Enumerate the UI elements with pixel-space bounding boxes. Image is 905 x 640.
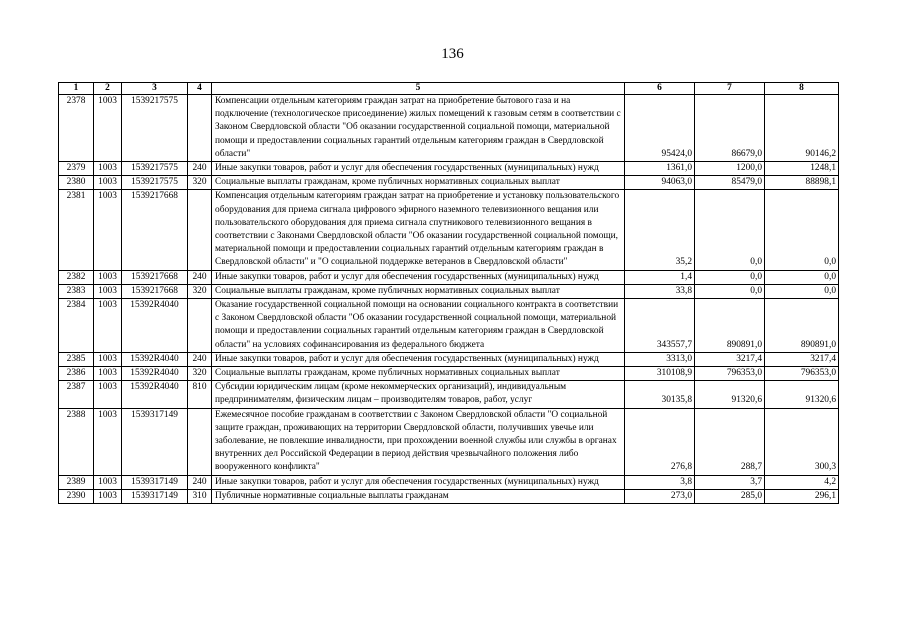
header-cell: 4 bbox=[188, 83, 212, 95]
expense-type-cell: 810 bbox=[188, 381, 212, 408]
amount-col6-cell: 310108,9 bbox=[625, 367, 695, 381]
table-row bbox=[59, 352, 839, 366]
table-row bbox=[59, 408, 839, 475]
row-number-cell: 2384 bbox=[59, 299, 94, 353]
table-row bbox=[59, 284, 839, 298]
amount-col6-cell: 273,0 bbox=[625, 489, 695, 503]
section-code-cell: 1003 bbox=[94, 489, 122, 503]
target-code-cell: 15392R4040 bbox=[122, 367, 188, 381]
amount-col8-cell: 3217,4 bbox=[765, 352, 839, 366]
expense-type-cell: 320 bbox=[188, 284, 212, 298]
table-row bbox=[59, 367, 839, 381]
table-row bbox=[59, 270, 839, 284]
amount-col8-cell: 890891,0 bbox=[765, 299, 839, 353]
section-code-cell: 1003 bbox=[94, 352, 122, 366]
description-cell: Социальные выплаты гражданам, кроме публичных нормативных социальных выплат bbox=[212, 284, 625, 298]
amount-col8-cell: 91320,6 bbox=[765, 381, 839, 408]
section-code-cell: 1003 bbox=[94, 381, 122, 408]
amount-col6-cell: 35,2 bbox=[625, 190, 695, 270]
target-code-cell: 1539217575 bbox=[122, 162, 188, 176]
section-code-cell: 1003 bbox=[94, 190, 122, 270]
header-cell: 3 bbox=[122, 83, 188, 95]
amount-col6-cell: 3,8 bbox=[625, 475, 695, 489]
target-code-cell: 1539217668 bbox=[122, 190, 188, 270]
amount-col6-cell: 33,8 bbox=[625, 284, 695, 298]
amount-col7-cell: 890891,0 bbox=[695, 299, 765, 353]
row-number-cell: 2387 bbox=[59, 381, 94, 408]
amount-col7-cell: 0,0 bbox=[695, 284, 765, 298]
amount-col8-cell: 300,3 bbox=[765, 408, 839, 475]
amount-col6-cell: 1361,0 bbox=[625, 162, 695, 176]
expense-type-cell: 320 bbox=[188, 176, 212, 190]
description-cell: Оказание государственной социальной помощи на основании социального контракта в соответствии с Законом Свердловской области "Об оказании государственной социальной помощи, материальной помощи и предоставлении социальных гарантий отдельным категориям граждан в Свердловской области" на условиях софинансирования из федерального бюджета bbox=[212, 299, 625, 353]
amount-col7-cell: 0,0 bbox=[695, 270, 765, 284]
expense-type-cell: 240 bbox=[188, 352, 212, 366]
section-code-cell: 1003 bbox=[94, 408, 122, 475]
description-cell: Иные закупки товаров, работ и услуг для обеспечения государственных (муниципальных) нужд bbox=[212, 352, 625, 366]
table-row bbox=[59, 176, 839, 190]
budget-table bbox=[58, 82, 839, 504]
target-code-cell: 1539317149 bbox=[122, 408, 188, 475]
table-row bbox=[59, 162, 839, 176]
amount-col8-cell: 4,2 bbox=[765, 475, 839, 489]
expense-type-cell bbox=[188, 95, 212, 162]
header-cell: 7 bbox=[695, 83, 765, 95]
row-number-cell: 2381 bbox=[59, 190, 94, 270]
description-cell: Иные закупки товаров, работ и услуг для обеспечения государственных (муниципальных) нужд bbox=[212, 270, 625, 284]
header-cell: 1 bbox=[59, 83, 94, 95]
target-code-cell: 15392R4040 bbox=[122, 352, 188, 366]
table-row bbox=[59, 190, 839, 270]
amount-col6-cell: 343557,7 bbox=[625, 299, 695, 353]
amount-col8-cell: 1248,1 bbox=[765, 162, 839, 176]
table-row bbox=[59, 475, 839, 489]
description-cell: Социальные выплаты гражданам, кроме публичных нормативных социальных выплат bbox=[212, 176, 625, 190]
amount-col6-cell: 30135,8 bbox=[625, 381, 695, 408]
row-number-cell: 2378 bbox=[59, 95, 94, 162]
amount-col7-cell: 288,7 bbox=[695, 408, 765, 475]
description-cell: Публичные нормативные социальные выплаты гражданам bbox=[212, 489, 625, 503]
section-code-cell: 1003 bbox=[94, 299, 122, 353]
description-cell: Компенсация отдельным категориям граждан затрат на приобретение и установку пользовательского оборудования для приема сигнала цифрового эфирного наземного телевизионного вещания или пользовательского оборудования для приема сигнала спутникового телевизионного вещания в соответствии с Законами Свердловской области "Об оказании государственной социальной помощи, материальной помощи и предоставлении социальных гарантий отдельным категориям граждан в Свердловской области" и "О социальной поддержке ветеранов в Свердловской области" bbox=[212, 190, 625, 270]
description-cell: Компенсации отдельным категориям граждан затрат на приобретение бытового газа и на подключение (технологическое присоединение) жилых помещений к газовым сетям в соответствии с Законом Свердловской области "Об оказании государственной социальной помощи, материальной помощи и предоставлении социальных гарантий отдельным категориям граждан в Свердловской области" bbox=[212, 95, 625, 162]
target-code-cell: 15392R4040 bbox=[122, 299, 188, 353]
amount-col8-cell: 796353,0 bbox=[765, 367, 839, 381]
amount-col8-cell: 296,1 bbox=[765, 489, 839, 503]
header-cell: 2 bbox=[94, 83, 122, 95]
row-number-cell: 2382 bbox=[59, 270, 94, 284]
expense-type-cell: 310 bbox=[188, 489, 212, 503]
amount-col8-cell: 90146,2 bbox=[765, 95, 839, 162]
expense-type-cell: 240 bbox=[188, 162, 212, 176]
target-code-cell: 1539217575 bbox=[122, 176, 188, 190]
table-body bbox=[59, 83, 839, 504]
expense-type-cell: 240 bbox=[188, 270, 212, 284]
table-row bbox=[59, 299, 839, 353]
section-code-cell: 1003 bbox=[94, 95, 122, 162]
expense-type-cell bbox=[188, 299, 212, 353]
amount-col7-cell: 3,7 bbox=[695, 475, 765, 489]
amount-col6-cell: 3313,0 bbox=[625, 352, 695, 366]
amount-col6-cell: 94063,0 bbox=[625, 176, 695, 190]
amount-col7-cell: 91320,6 bbox=[695, 381, 765, 408]
section-code-cell: 1003 bbox=[94, 176, 122, 190]
description-cell: Социальные выплаты гражданам, кроме публичных нормативных социальных выплат bbox=[212, 367, 625, 381]
page-number: 136 bbox=[441, 46, 464, 62]
header-cell: 8 bbox=[765, 83, 839, 95]
description-cell: Иные закупки товаров, работ и услуг для обеспечения государственных (муниципальных) нужд bbox=[212, 475, 625, 489]
amount-col8-cell: 0,0 bbox=[765, 190, 839, 270]
description-cell: Ежемесячное пособие гражданам в соответствии с Законом Свердловской области "О социальной защите граждан, проживающих на территории Свердловской области, получивших увечье или заболевание, не повлекшие инвалидности, при прохождении военной службы или службы в органах внутренних дел Российской Федерации в период действия чрезвычайного положения либо вооруженного конфликта" bbox=[212, 408, 625, 475]
row-number-cell: 2383 bbox=[59, 284, 94, 298]
amount-col6-cell: 276,8 bbox=[625, 408, 695, 475]
description-cell: Иные закупки товаров, работ и услуг для обеспечения государственных (муниципальных) нужд bbox=[212, 162, 625, 176]
target-code-cell: 1539217668 bbox=[122, 270, 188, 284]
table-row bbox=[59, 381, 839, 408]
amount-col7-cell: 1200,0 bbox=[695, 162, 765, 176]
amount-col8-cell: 0,0 bbox=[765, 284, 839, 298]
amount-col8-cell: 88898,1 bbox=[765, 176, 839, 190]
row-number-cell: 2380 bbox=[59, 176, 94, 190]
section-code-cell: 1003 bbox=[94, 270, 122, 284]
target-code-cell: 1539317149 bbox=[122, 489, 188, 503]
expense-type-cell bbox=[188, 408, 212, 475]
section-code-cell: 1003 bbox=[94, 475, 122, 489]
amount-col7-cell: 285,0 bbox=[695, 489, 765, 503]
header-cell: 6 bbox=[625, 83, 695, 95]
section-code-cell: 1003 bbox=[94, 162, 122, 176]
header-cell: 5 bbox=[212, 83, 625, 95]
amount-col7-cell: 0,0 bbox=[695, 190, 765, 270]
amount-col7-cell: 86679,0 bbox=[695, 95, 765, 162]
description-cell: Субсидии юридическим лицам (кроме некоммерческих организаций), индивидуальным предпринимателям, физическим лицам – производителям товаров, работ, услуг bbox=[212, 381, 625, 408]
row-number-cell: 2388 bbox=[59, 408, 94, 475]
target-code-cell: 1539217575 bbox=[122, 95, 188, 162]
expense-type-cell: 240 bbox=[188, 475, 212, 489]
expense-type-cell bbox=[188, 190, 212, 270]
table-row bbox=[59, 95, 839, 162]
amount-col7-cell: 85479,0 bbox=[695, 176, 765, 190]
table-row bbox=[59, 489, 839, 503]
row-number-cell: 2385 bbox=[59, 352, 94, 366]
amount-col6-cell: 1,4 bbox=[625, 270, 695, 284]
row-number-cell: 2390 bbox=[59, 489, 94, 503]
target-code-cell: 1539317149 bbox=[122, 475, 188, 489]
amount-col7-cell: 796353,0 bbox=[695, 367, 765, 381]
row-number-cell: 2386 bbox=[59, 367, 94, 381]
amount-col8-cell: 0,0 bbox=[765, 270, 839, 284]
amount-col7-cell: 3217,4 bbox=[695, 352, 765, 366]
target-code-cell: 15392R4040 bbox=[122, 381, 188, 408]
row-number-cell: 2379 bbox=[59, 162, 94, 176]
row-number-cell: 2389 bbox=[59, 475, 94, 489]
amount-col6-cell: 95424,0 bbox=[625, 95, 695, 162]
table-header-row bbox=[59, 83, 839, 95]
target-code-cell: 1539217668 bbox=[122, 284, 188, 298]
section-code-cell: 1003 bbox=[94, 284, 122, 298]
section-code-cell: 1003 bbox=[94, 367, 122, 381]
expense-type-cell: 320 bbox=[188, 367, 212, 381]
